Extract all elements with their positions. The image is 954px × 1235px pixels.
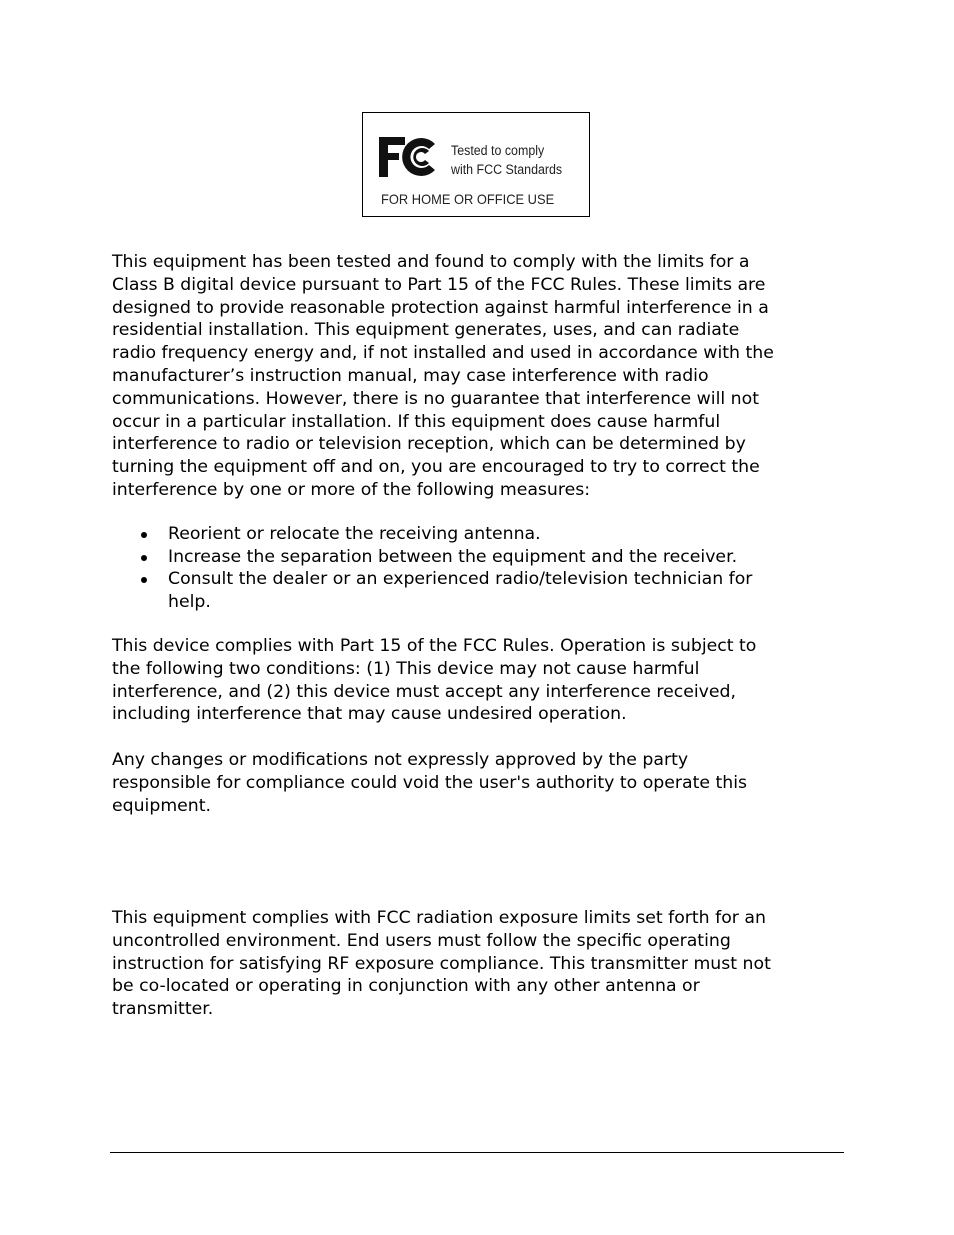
footer-divider: [110, 1152, 844, 1153]
measure-text: Reorient or relocate the receiving antenna.: [168, 524, 541, 544]
rf-exposure-paragraph: This equipment complies with FCC radiation exposure limits set forth for an uncontrolled environment. End users must follow the specific operating instruction for satisfying RF exposure compliance. This transmitter must not be co-located or operating in conjunction with any other antenna or transmitter.: [112, 908, 771, 1020]
fcc-logo-icon: [379, 135, 443, 179]
list-item: [112, 568, 842, 613]
measure-text: Increase the separation between the equipment and the receiver.: [168, 546, 738, 567]
list-item: [112, 523, 842, 546]
list-item: [112, 546, 842, 569]
bullet-icon: [141, 555, 147, 561]
fcc-tagline-2: with FCC Standards: [451, 162, 563, 177]
part15-paragraph: This device complies with Part 15 of the FCC Rules. Operation is subject to the following two conditions: (1) This device may not cause harmful interference, and (2) this device must accept any interference received, including interference that may cause undesired operation.: [112, 636, 757, 725]
fcc-use-text: FOR HOME OR OFFICE USE: [381, 191, 555, 207]
fcc-compliance-label: [362, 112, 590, 217]
compliance-paragraph: This equipment has been tested and found to comply with the limits for a Class B digital device pursuant to Part 15 of the FCC Rules. These limits are designed to provide reasonable protection against harmful interference in a residential installation. This equipment generates, uses, and can radiate radio frequency energy and, if not installed and used in accordance with the manufacturer’s instruction manual, may case interference with radio communications. However, there is no guarantee that interference will not occur in a particular installation. If this equipment does cause harmful interference to radio or television reception, which can be determined by turning the equipment off and on, you are encouraged to try to correct the interference by one or more of the following measures:: [112, 252, 774, 500]
fcc-tagline-1: Tested to comply: [451, 143, 545, 158]
bullet-icon: [141, 532, 147, 538]
modifications-paragraph: Any changes or modifications not expressly approved by the party responsible for compliance could void the user's authority to operate this equipment.: [112, 750, 748, 816]
bullet-icon: [141, 577, 147, 583]
measures-list: [112, 523, 842, 613]
measure-text: Consult the dealer or an experienced radio/television technician for help.: [168, 569, 753, 612]
